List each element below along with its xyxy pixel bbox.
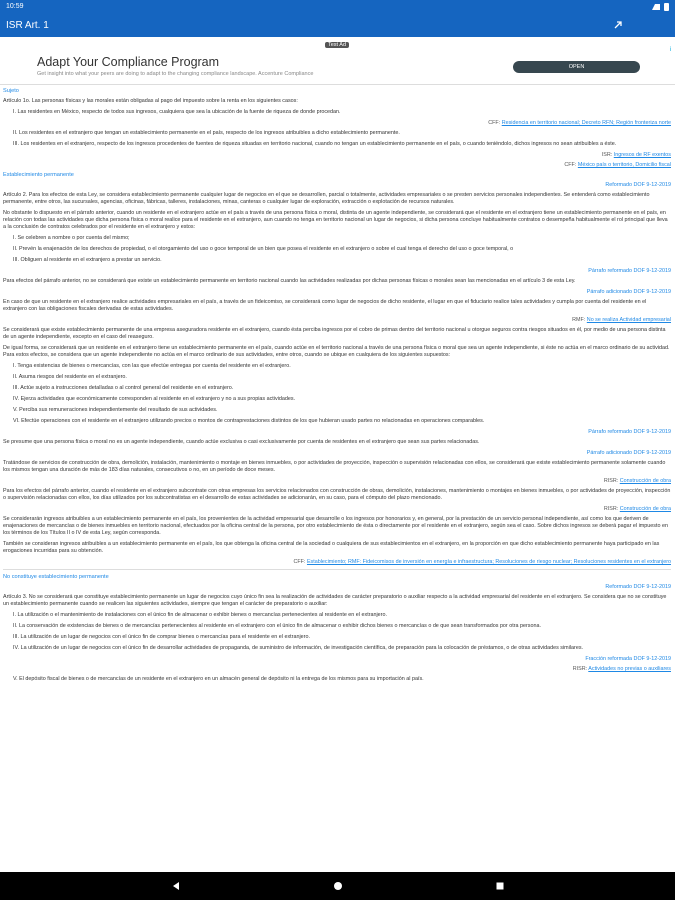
reference-links: RISR: Construcción de obra (603, 478, 671, 484)
reform-note: Reformado DOF 9-12-2019 (605, 182, 671, 188)
article-paragraph: En caso de que un residente en el extranjero realice actividades empresariales en el país, a través de un fideicomiso, se considerará como lugar de negocios de dicho residente, el lugar en que el fiduciario realice tales actividades y cumpla por cuenta del residente en el extranjero con las obligaciones fiscales derivadas de estas actividades. (3, 299, 647, 312)
reference-link[interactable]: Establecimiento; RMF: Fideicomisos de inversión en energía e infraestructura; Resoluciones de riesgo nuclear; Resoluciones residentes en el extranjero (306, 559, 671, 565)
reference-link[interactable]: Construcción de obra (619, 506, 671, 512)
article-paragraph: De igual forma, se considerará que un residente en el extranjero tiene un establecimiento permanente en el país, cuando actúe en el territorio nacional a través de una persona física o moral que sea un agente independiente, si éste no actúa en el marco ordinario de su actividad. Para estos efectos, se considera que un agente independiente no actúa en el marco ordinario de sus actividades, entre otros, cuando se ubique en cualquiera de los siguientes supuestos: (3, 345, 670, 358)
article-paragraph: Se considerarán ingresos atribuibles a un establecimiento permanente en el país, los provenientes de la actividad empresarial que desarrolle o los ingresos por honorarios y, en general, por la prestación de un servicio personal independiente, así como los que deriven de enajenaciones de mercancías o de bienes inmuebles en territorio nacional, efectuados por la oficina central de la persona, por otro establecimiento de ésta o directamente por el residente en el extranjero, según sea el caso. Sobre dichos ingresos se deberá pagar el impuesto en los términos de los Títulos II o IV de esta Ley, según corresponda. (3, 516, 668, 536)
signal-icon (652, 4, 660, 10)
app-bar (0, 13, 675, 37)
article-paragraph: Tratándose de servicios de construcción de obra, demolición, instalación, mantenimiento o montaje en bienes inmuebles, o por actividades de proyección, inspección o supervisión relacionadas con ellos, se considerará que existe establecimiento permanente solamente cuando los mismos tengan una duración de más de 183 días naturales, consecutivos o no, en un período de doce meses. (3, 460, 666, 473)
fraction-item: III. Los residentes en el extranjero, respecto de los ingresos procedentes de fuentes de riqueza situadas en territorio nacional, cuando no tengan un establecimiento permanente en el país, o cuando teniéndolo, dichos ingresos no sean atribuibles a éste. (13, 141, 617, 147)
reference-links: CFF: Establecimiento; RMF: Fideicomisos de inversión en energía e infraestructura; Resoluciones de riesgo nuclear; Resoluciones residentes en el extranjero (293, 559, 671, 565)
reference-link[interactable]: Actividades no previas o auxiliares (588, 666, 671, 672)
ad-banner[interactable] (0, 42, 675, 85)
reference-link[interactable]: No se realiza Actividad empresarial (586, 317, 671, 323)
reform-note: Párrafo reformado DOF 9-12-2019 (588, 268, 671, 274)
status-icons (652, 3, 669, 11)
reform-note: Reformado DOF 9-12-2019 (605, 584, 671, 590)
page-title: ISR Art. 1 (6, 19, 49, 31)
fraction-item: IV. Ejerza actividades que económicamente corresponden al residente en el extranjero y no a sus propias actividades. (13, 396, 296, 402)
fraction-item: II. La conservación de existencias de bienes o de mercancías pertenecientes al residente en el extranjero con el único fin de almacenar o exhibir dichos bienes o mercancías o de que sean transformados por otra persona. (13, 623, 541, 629)
back-icon[interactable] (170, 880, 182, 892)
reform-note: Fracción reformada DOF 9-12-2019 (585, 656, 671, 662)
ad-open-button[interactable]: OPEN (513, 61, 640, 73)
law-content[interactable] (3, 86, 671, 872)
article-paragraph: Se considerará que existe establecimiento permanente de una empresa aseguradora residente en el extranjero, cuando ésta perciba ingresos por el cobro de primas dentro del territorio nacional u otorgue seguros contra riesgos situados en él, por medio de una persona distinta de un agente independiente, excepto en el caso del reaseguro. (3, 327, 666, 340)
reference-links: CFF: Residencia en territorio nacional; Decreto RFN; Región fronteriza norte (488, 120, 671, 126)
battery-icon (664, 3, 669, 11)
fraction-item: I. Tenga existencias de bienes o mercancías, con las que efectúe entregas por cuenta del residente en el extranjero. (13, 363, 291, 369)
fraction-item: V. El depósito fiscal de bienes o de mercancías de un residente en el extranjero en un almacén general de depósito ni la entrega de los mismos para su importación al país. (13, 676, 424, 682)
reference-links: RISR: Actividades no previas o auxiliares (572, 666, 671, 672)
fraction-item: I. Las residentes en México, respecto de todos sus ingresos, cualquiera que sea la ubicación de la fuente de riqueza de donde procedan. (13, 109, 341, 115)
article-paragraph: Artículo 2. Para los efectos de esta Ley, se considera establecimiento permanente cualquier lugar de negocios en el que se desarrollen, parcial o totalmente, actividades empresariales o se presten servicios personales independientes. Se entenderá como establecimiento permanente, entre otros, las sucursales, agencias, oficinas, fábricas, talleres, instalaciones, minas, canteras o cualquier lugar de exploración, extracción o explotación de recursos naturales. (3, 192, 650, 205)
section-heading[interactable]: Sujeto (3, 88, 19, 94)
reference-link[interactable]: Construcción de obra (619, 478, 671, 484)
ad-title[interactable]: Adapt Your Compliance Program (37, 55, 220, 69)
reference-links: ISR: Ingresos de RF exentos (601, 152, 671, 158)
fraction-item: II. Los residentes en el extranjero que tengan un establecimiento permanente en el país, respecto de los ingresos atribuibles a dicho establecimiento permanente. (13, 130, 400, 136)
section-heading[interactable]: No constituye establecimiento permanente (3, 574, 109, 580)
ad-subtitle: Get insight into what your peers are doing to adapt to the changing compliance landscape. Accenture Compliance (37, 71, 314, 77)
reform-note: Párrafo adicionado DOF 9-12-2019 (586, 450, 671, 456)
reform-note: Párrafo adicionado DOF 9-12-2019 (586, 289, 671, 295)
article-paragraph: Se presume que una persona física o moral no es un agente independiente, cuando actúe exclusiva o casi exclusivamente por cuenta de residentes en el extranjero que sean sus partes relacionadas. (3, 439, 480, 445)
article-paragraph: Artículo 1o. Las personas físicas y las morales están obligadas al pago del impuesto sobre la renta en los siguientes casos: (3, 98, 298, 104)
ad-info-icon[interactable]: i (669, 47, 671, 53)
fraction-item: VI. Efectúe operaciones con el residente en el extranjero utilizando precios o montos de contraprestaciones distintos de los que hubieran usado partes no relacionadas en operaciones comparables. (13, 418, 485, 424)
fraction-item: I. Se celebren a nombre o por cuenta del mismo; (13, 235, 130, 241)
reference-links: RISR: Construcción de obra (603, 506, 671, 512)
fraction-item: IV. La utilización de un lugar de negocios con el único fin de desarrollar actividades de propaganda, de suministro de información, de investigación científica, de preparación para la colocación de préstamos, o de otras actividades similares. (13, 645, 584, 651)
reference-link[interactable]: Residencia en territorio nacional; Decreto RFN; Región fronteriza norte (501, 120, 671, 126)
article-paragraph: Para efectos del párrafo anterior, no se considerará que existe un establecimiento permanente en territorio nacional cuando las actividades realizadas por dichas personas físicas o morales sean las mencionadas en el artículo 3 de esta Ley. (3, 278, 576, 284)
article-paragraph: No obstante lo dispuesto en el párrafo anterior, cuando un residente en el extranjero actúe en el país a través de una persona física o moral, distinta de un agente independiente, se considerará que el residente en el extranjero tiene un establecimiento permanente en el país, en relación con todas las actividades que dicha persona física o moral realice para el residente en el extranjero, aun cuando no tenga en territorio nacional un lugar de negocios, si dicha persona concluye habitualmente contratos o desempeña habitualmente el rol principal que lleva a la conclusión de contratos celebrados por el residente en el extranjero y estos: (3, 210, 668, 230)
reference-links: CFF: México país o territorio, Domicilio fiscal (564, 162, 671, 168)
fraction-item: III. Actúe sujeto a instrucciones detalladas o al control general del residente en el extranjero. (13, 385, 234, 391)
fraction-item: I. La utilización o el mantenimiento de instalaciones con el único fin de almacenar o exhibir bienes o mercancías pertenecientes al residente en el extranjero. (13, 612, 387, 618)
article-paragraph: Artículo 3. No se considerará que constituye establecimiento permanente un lugar de negocios cuyo único fin sea la realización de actividades de carácter preparatorio o auxiliar respecto a la actividad empresarial del residente en el extranjero. Se considera que no se constituye un establecimiento permanente cuando se realicen las siguientes actividades, siempre que tengan el carácter de preparatorio o auxiliar: (3, 594, 667, 607)
fraction-item: II. Prevén la enajenación de los derechos de propiedad, o el otorgamiento del uso o goce temporal de un bien que posea el residente en el extranjero o sobre el cual tenga el derecho del uso o goce temporal, o (13, 246, 514, 252)
status-time: 10:59 (6, 3, 24, 10)
recents-icon[interactable] (494, 880, 506, 892)
section-heading[interactable]: Establecimiento permanente (3, 172, 74, 178)
fraction-item: II. Asuma riesgos del residente en el extranjero. (13, 374, 127, 380)
system-nav-bar (0, 872, 675, 900)
ad-label: Test Ad (325, 42, 349, 48)
reference-link[interactable]: Ingresos de RF exentos (613, 152, 671, 158)
reference-link[interactable]: México país o territorio, Domicilio fiscal (577, 162, 671, 168)
reference-links: RMF: No se realiza Actividad empresarial (572, 317, 671, 323)
article-paragraph: Para los efectos del párrafo anterior, cuando el residente en el extranjero subcontrate con otras empresas los servicios relacionados con construcción de obras, demolición, instalaciones, mantenimiento o montajes en bienes inmuebles, o por actividades de proyección, inspección o supervisión relacionadas con ellos, los días utilizados por los subcontratistas en el desarrollo de estas actividades se adicionarán, en su caso, para el cómputo del plazo mencionado. (3, 488, 671, 501)
fraction-item: III. La utilización de un lugar de negocios con el único fin de comprar bienes o mercancías para el residente en el extranjero. (13, 634, 310, 640)
divider (3, 569, 671, 570)
home-icon[interactable] (332, 880, 344, 892)
fraction-item: III. Obliguen al residente en el extranjero a prestar un servicio. (13, 257, 162, 263)
open-external-icon[interactable] (609, 16, 627, 34)
reform-note: Párrafo reformado DOF 9-12-2019 (588, 429, 671, 435)
article-paragraph: También se consideran ingresos atribuibles a un establecimiento permanente en el país, los que obtenga la oficina central de la sociedad o cualquiera de sus establecimientos en el extranjero, en la proporción en que dicho establecimiento permanente haya participado en las erogaciones incurridas para su obtención. (3, 541, 660, 554)
fraction-item: V. Perciba sus remuneraciones independientemente del resultado de sus actividades. (13, 407, 218, 413)
status-bar (0, 0, 675, 13)
